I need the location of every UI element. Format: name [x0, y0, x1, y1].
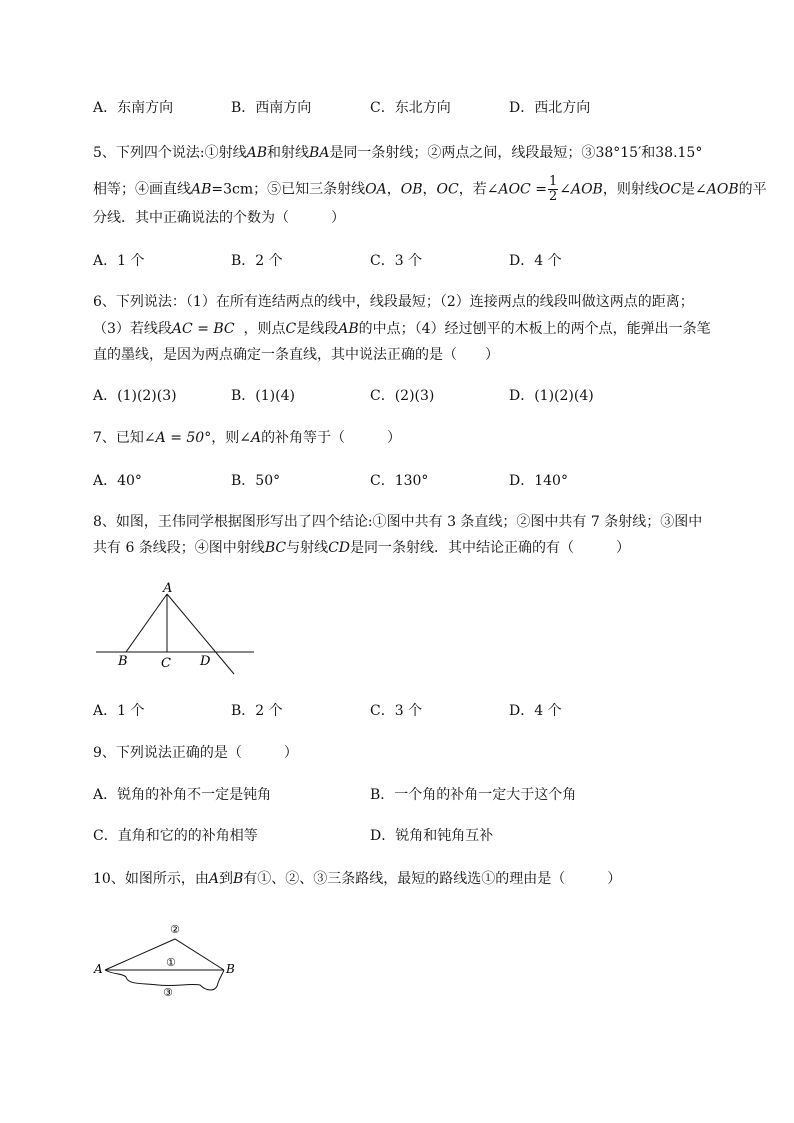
q10-label-r1: ①: [166, 956, 176, 969]
q5-option-d: D．4 个: [509, 253, 562, 269]
q8-label-a: A: [163, 581, 173, 596]
q4-option-b: B．西南方向: [231, 100, 312, 116]
q10-label-r3: ③: [163, 986, 173, 999]
q8-figure: [90, 580, 270, 680]
q6-line1: 6、下列说法：（1）在所有连结两点的线中，线段最短；（2）连接两点的线段叫做这两点的距离；: [93, 294, 694, 310]
q10-label-b: B: [226, 962, 235, 976]
q9-option-b: B．一个角的补角一定大于这个角: [370, 787, 577, 803]
q8-label-c: C: [161, 656, 171, 671]
q8-line1: 8、如图，王伟同学根据图形写出了四个结论:①图中共有 3 条直线；②图中共有 7 条射线；③图中: [93, 514, 703, 530]
fraction-one-half: $\frac{1}{2}$: [548, 174, 558, 204]
q10-figure: [88, 915, 248, 1005]
q7-option-b: B．50°: [231, 473, 281, 489]
q7-option-a: A．40°: [93, 473, 142, 489]
q8-line-ab: [126, 594, 167, 652]
q10-route-2: [105, 939, 224, 970]
q9-option-c: C．直角和它的的补角相等: [93, 828, 258, 844]
q5-option-c: C．3 个: [370, 253, 423, 269]
q6-line2: （3）若线段AC = BC ，则点C是线段AB的中点；（4）经过刨平的木板上的两个点，能弹出一条笔: [93, 321, 711, 337]
q7-option-d: D．140°: [509, 473, 568, 489]
q6-option-b: B．(1)(4): [231, 388, 295, 404]
q8-option-d: D．4 个: [509, 703, 562, 719]
q8-option-c: C．3 个: [370, 703, 423, 719]
q10-stem: 10、如图所示，由A到B有①、②、③三条路线，最短的路线选①的理由是（ ）: [93, 871, 622, 887]
q8-label-b: B: [118, 654, 128, 669]
q9-stem: 9、下列说法正确的是（ ）: [93, 745, 298, 761]
q6-option-a: A．(1)(2)(3): [93, 388, 177, 404]
q9-option-d: D．锐角和钝角互补: [370, 828, 494, 844]
q4-option-d: D．西北方向: [509, 100, 591, 116]
q6-option-d: D．(1)(2)(4): [509, 388, 594, 404]
q5-line2: 相等；④画直线AB=3cm；⑤已知三条射线OA，OB，OC，若∠AOC = $\frac{1}{2}$ ∠AOB，则射线OC是∠AOB的平: [93, 174, 767, 204]
q9-option-a: A．锐角的补角不一定是钝角: [93, 787, 272, 803]
q8-option-a: A．1 个: [93, 703, 145, 719]
q6-option-c: C．(2)(3): [370, 388, 435, 404]
q6-line3: 直的墨线，是因为两点确定一条直线，其中说法正确的是（ ）: [93, 347, 499, 363]
q8-line2: 共有 6 条线段；④图中射线BC与射线CD是同一条射线．其中结论正确的有（ ）: [93, 540, 631, 556]
q5-option-b: B．2 个: [231, 253, 283, 269]
q8-option-b: B．2 个: [231, 703, 283, 719]
q4-option-c: C．东北方向: [370, 100, 451, 116]
q5-line3: 分线．其中正确说法的个数为（ ）: [93, 210, 345, 226]
q5-line1: 5、下列四个说法:①射线AB和射线BA是同一条射线；②两点之间，线段最短；③38°15′和38.15°: [93, 145, 703, 161]
q7-stem: 7、已知∠A = 50°，则∠A的补角等于（ ）: [93, 430, 402, 446]
q4-option-a: A．东南方向: [93, 100, 174, 116]
q7-option-c: C．130°: [370, 473, 429, 489]
q10-label-a: A: [94, 962, 103, 976]
q8-label-d: D: [200, 654, 211, 669]
q10-label-r2: ②: [170, 923, 180, 936]
q5-option-a: A．1 个: [93, 253, 145, 269]
